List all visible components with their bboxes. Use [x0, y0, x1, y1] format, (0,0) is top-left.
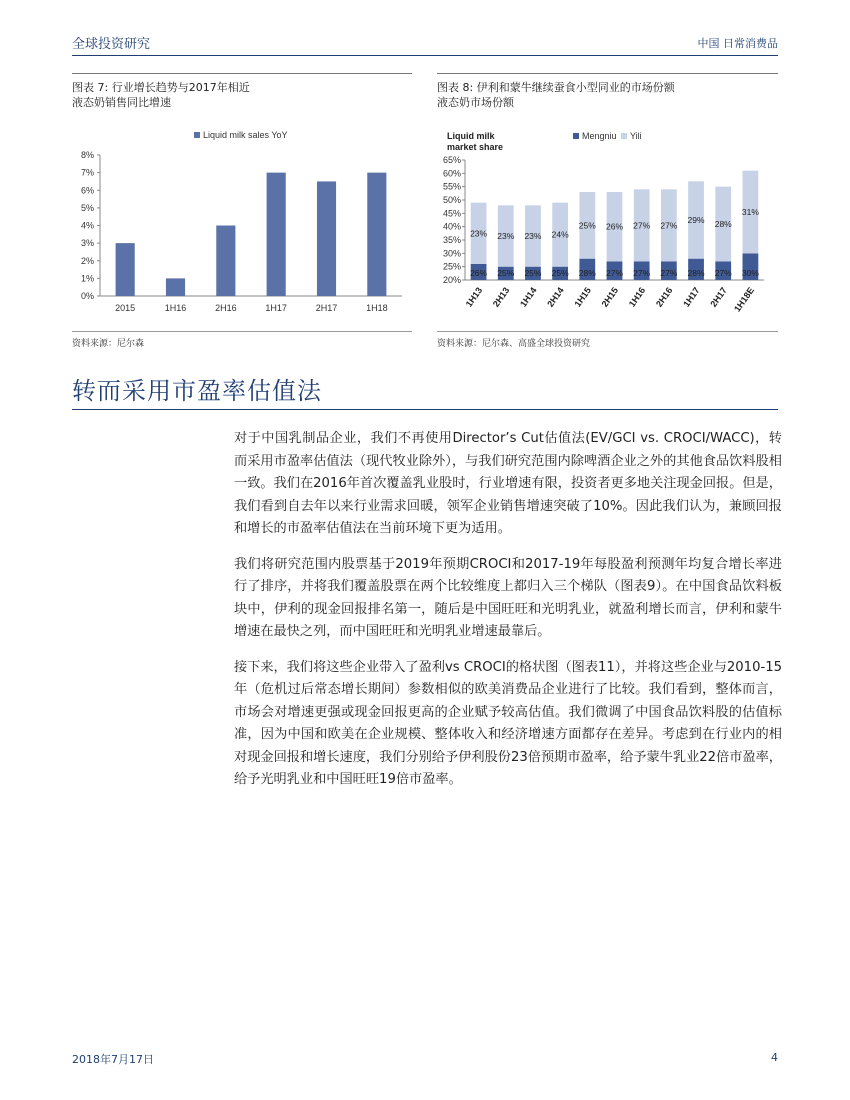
data-label-yili: 31%: [741, 207, 759, 217]
header-divider: [72, 55, 778, 56]
section-title: 转而采用市盈率估值法: [72, 377, 322, 405]
figure8-source-rule: [437, 331, 778, 332]
y-tick-label: 30%: [442, 248, 461, 259]
report-header-title: 全球投资研究: [72, 37, 151, 52]
y-tick-label: 2%: [80, 255, 94, 266]
body-text: [234, 428, 782, 805]
data-label-mengniu: 27%: [605, 268, 624, 278]
data-label-mengniu: 25%: [551, 268, 569, 278]
x-tick-label: 1H18E: [732, 285, 757, 314]
data-label-yili: 28%: [714, 219, 732, 229]
x-tick-label: 1H16: [626, 285, 648, 309]
x-tick-label: 1H16: [164, 303, 187, 313]
legend-swatch-mengniu: [573, 133, 579, 139]
data-label-yili: 26%: [605, 221, 624, 232]
y-tick-label: 6%: [80, 185, 94, 196]
paragraph-1: 对于中国乳制品企业，我们不再使用Director’s Cut估值法(EV/GCI vs. CROCI/WACC)，转而采用市盈率估值法（现代牧业除外），与我们研究范围内除啤酒企业之外的其他食品饮料股相一致。我们在2016年首次覆盖乳业股时，行业增速有限，投资者更多地关注现金回报。但是，我们看到自去年以来行业需求回暖，领军企业销售增速突破了10%。因此我们认为，兼顾回报和增长的市盈率估值法在当前环境下更为适用。: [234, 431, 782, 536]
y-tick-label: 7%: [80, 167, 94, 178]
y-tick-label: 40%: [442, 221, 461, 232]
y-tick-label: 50%: [442, 195, 461, 205]
y-tick-label: 5%: [80, 202, 94, 213]
figure8-title: 图表 8: 伊利和蒙牛继续蚕食小型同业的市场份额: [437, 81, 675, 94]
x-tick-label: 2H17: [315, 303, 338, 313]
x-tick-label: 2H14: [545, 285, 566, 309]
y-tick-label: 55%: [442, 181, 461, 192]
section-divider: [72, 409, 778, 410]
x-tick-label: 1H18: [366, 303, 388, 313]
data-label-mengniu: 28%: [578, 268, 596, 278]
data-label-yili: 23%: [524, 231, 542, 241]
data-label-mengniu: 27%: [714, 268, 732, 278]
figure8-subtitle: 液态奶市场份额: [437, 96, 514, 109]
y-tick-label: 1%: [80, 273, 94, 284]
data-label-mengniu: 27%: [660, 268, 678, 278]
x-tick-label: 1H15: [572, 285, 593, 309]
bar: [216, 226, 235, 297]
legend-label: Liquid milk sales YoY: [203, 130, 288, 140]
legend-swatch-yili: [621, 133, 627, 139]
y-tick-label: 45%: [442, 208, 461, 219]
figure7-chart: [72, 125, 412, 325]
data-label-yili: 27%: [660, 220, 678, 231]
data-label-mengniu: 28%: [687, 268, 705, 278]
x-tick-label: 2H16: [653, 285, 675, 309]
data-label-yili: 24%: [551, 229, 569, 240]
figure8-chart: [437, 125, 778, 330]
figure7-title: 图表 7: 行业增长趋势与2017年相近: [72, 81, 250, 94]
y-tick-label: 65%: [442, 155, 461, 165]
y-tick-label: 35%: [442, 235, 461, 245]
x-tick-label: 1H17: [681, 285, 702, 309]
report-header-sector: 中国 日常消费品: [697, 37, 778, 50]
y-tick-label: 0%: [80, 291, 94, 301]
x-tick-label: 2H13: [490, 285, 512, 309]
bar: [116, 243, 135, 296]
data-label-mengniu: 30%: [741, 268, 759, 278]
y-tick-label: 60%: [442, 168, 461, 179]
data-label-yili: 29%: [687, 215, 705, 225]
footer-date: 2018年7月17日: [72, 1053, 154, 1066]
paragraph-3: 接下来，我们将这些企业带入了盈利vs CROCI的格状图（图表11），并将这些企业与2010-15年（危机过后常态增长期间）参数相似的欧美消费品企业进行了比较。我们看到，整体而言，市场会对增速更强或现金回报更高的企业赋予较高估值。我们微调了中国食品饮料股的估值标准，因为中国和欧美在企业规模、整体收入和经济增速方面都存在差异。考虑到在行业内的相对现金回报和增长速度，我们分别给予伊利股份23倍预期市盈率，给予蒙牛乳业22倍市盈率，给予光明乳业和中国旺旺19倍市盈率。: [234, 659, 782, 787]
figure7-source-rule: [72, 331, 412, 332]
x-tick-label: 1H17: [265, 303, 287, 313]
figure7-subtitle: 液态奶销售同比增速: [72, 96, 171, 109]
y-tick-label: 20%: [442, 275, 461, 285]
x-tick-label: 2H17: [708, 285, 729, 309]
y-axis-title: market share: [447, 142, 504, 152]
data-label-yili: 27%: [633, 220, 651, 231]
data-label-yili: 25%: [578, 220, 596, 231]
data-label-yili: 23%: [497, 231, 515, 241]
y-tick-label: 3%: [80, 238, 94, 249]
x-tick-label: 2H15: [599, 285, 621, 309]
data-label-mengniu: 26%: [470, 268, 488, 278]
bar: [317, 181, 336, 296]
y-tick-label: 4%: [80, 220, 94, 231]
data-label-mengniu: 25%: [497, 268, 515, 278]
figure7-top-rule: [72, 73, 412, 74]
page-number: 4: [771, 1051, 778, 1064]
data-label-yili: 23%: [470, 228, 488, 239]
bar: [367, 173, 386, 296]
x-tick-label: 2015: [115, 303, 136, 313]
figure7-source: 资料来源：尼尔森: [72, 339, 145, 349]
x-tick-label: 2H16: [215, 303, 237, 313]
figure8-source: 资料来源：尼尔森、高盛全球投资研究: [437, 339, 591, 349]
y-axis-title: Liquid milk: [447, 131, 495, 141]
figure8-top-rule: [437, 73, 778, 74]
bar: [267, 173, 286, 296]
bar: [166, 278, 185, 296]
legend-label-mengniu: Mengniu: [582, 131, 617, 141]
data-label-mengniu: 27%: [633, 268, 651, 278]
legend-label-yili: Yili: [630, 131, 642, 141]
y-tick-label: 8%: [80, 150, 94, 160]
legend-swatch: [194, 132, 200, 138]
x-tick-label: 1H13: [463, 285, 485, 309]
y-tick-label: 25%: [442, 261, 461, 272]
x-tick-label: 1H14: [518, 285, 539, 309]
paragraph-2: 我们将研究范围内股票基于2019年预期CROCI和2017-19年每股盈利预测年均复合增长率进行了排序，并将我们覆盖股票在两个比较维度上都归入三个梯队（图表9）。在中国食品饮料板块中，伊利的现金回报排名第一，随后是中国旺旺和光明乳业，就盈利增长而言，伊利和蒙牛增速在最快之列，而中国旺旺和光明乳业增速最靠后。: [234, 556, 782, 639]
data-label-mengniu: 25%: [524, 268, 542, 278]
